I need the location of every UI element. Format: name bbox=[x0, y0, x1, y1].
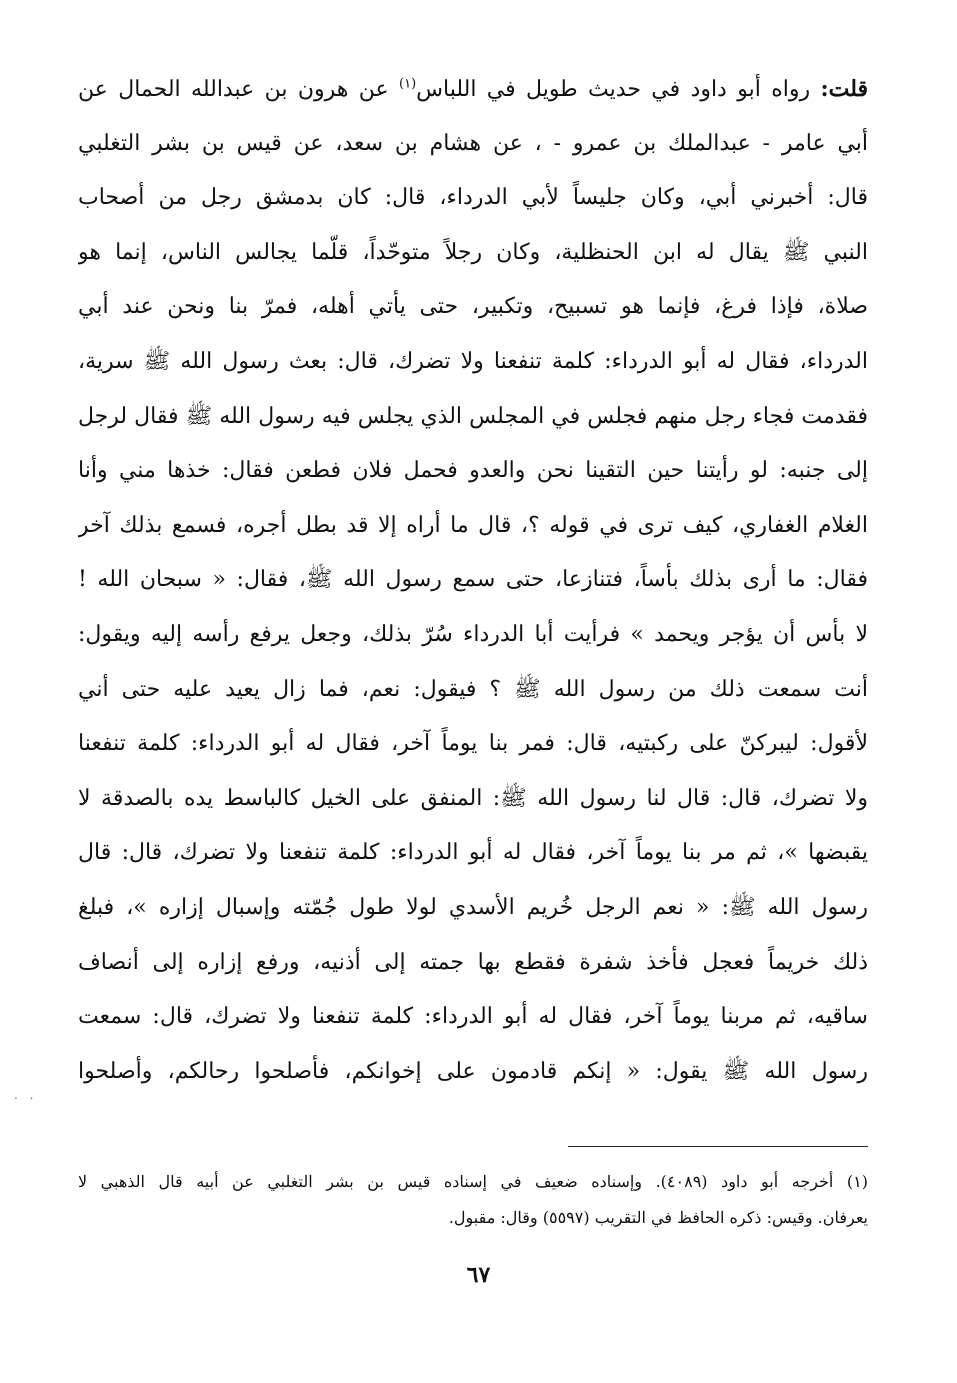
text-line: رسول الله ﷺ: « نعم الرجل خُريم الأسدي لولا طول جُمّته وإسبال إزاره »، فبلغ bbox=[78, 894, 868, 920]
text-line: فقدمت فجاء رجل منهم فجلس في المجلس الذي يجلس فيه رسول الله ﷺ فقال لرجل bbox=[78, 403, 868, 429]
first-line-tail: عن هرون بن عبدالله الحمال عن bbox=[78, 77, 389, 102]
footnote-line: (١) أخرجه أبو داود (٤٠٨٩). وإسناده ضعيف في إسناده قيس بن بشر التغلبي عن أبيه قال الذهبي لا bbox=[78, 1172, 868, 1191]
footnote-line: يعرفان. وقيس: ذكره الحافظ في التقريب (٥٥٩٧) وقال: مقبول. bbox=[448, 1208, 868, 1227]
main-text bbox=[78, 62, 868, 1099]
text-line: لا بأس أن يؤجر ويحمد » فرأيت أبا الدرداء سُرّ بذلك، وجعل يرفع رأسه إليه ويقول: bbox=[78, 621, 868, 647]
page-number: ٦٧ bbox=[466, 1262, 491, 1288]
stray-marks: . . bbox=[14, 1088, 38, 1102]
text-line-1 bbox=[78, 62, 868, 117]
first-line-text: رواه أبو داود في حديث طويل في اللباس bbox=[416, 77, 811, 102]
text-line: ساقيه، ثم مربنا يوماً آخر، فقال له أبو الدرداء: كلمة تنفعنا ولا تضرك، قال: سمعت bbox=[78, 1004, 868, 1030]
lead-word: قلت: bbox=[820, 76, 868, 102]
text-line: أنت سمعت ذلك من رسول الله ﷺ ؟ فيقول: نعم، فما زال يعيد عليه حتى أني bbox=[78, 676, 868, 702]
text-line: الغلام الغفاري، كيف ترى في قوله ؟، قال ما أراه إلا قد بطل أجره، فسمع بذلك آخر bbox=[78, 512, 868, 538]
footnote-reference: (١) bbox=[399, 76, 417, 92]
text-line: أبي عامر - عبدالملك بن عمرو - ، عن هشام بن سعد، عن قيس بن بشر التغلبي bbox=[78, 130, 868, 156]
text-line: لأقول: ليبركنّ على ركبتيه، قال: فمر بنا يوماً آخر، فقال له أبو الدرداء: كلمة تنفعنا bbox=[78, 731, 868, 757]
text-line: ولا تضرك، قال: قال لنا رسول الله ﷺ: المنفق على الخيل كالباسط يده بالصدقة لا bbox=[78, 785, 868, 811]
text-line: يقبضها »، ثم مر بنا يوماً آخر، فقال له أبو الدرداء: كلمة تنفعنا ولا تضرك، قال: قال bbox=[78, 840, 868, 866]
text-line: قال: أخبرني أبي، وكان جليساً لأبي الدرداء، قال: كان بدمشق رجل من أصحاب bbox=[78, 185, 868, 211]
text-line: ذلك خريماً فعجل فأخذ شفرة فقطع بها جمته إلى أذنيه، ورفع إزاره إلى أنصاف bbox=[78, 949, 868, 975]
footnotes bbox=[78, 1164, 868, 1236]
text-line: إلى جنبه: لو رأيتنا حين التقينا نحن والعدو فحمل فلان فطعن فقال: خذها مني وأنا bbox=[78, 458, 868, 484]
text-line: فقال: ما أرى بذلك بأساً، فتنازعا، حتى سمع رسول الله ﷺ، فقال: « سبحان الله ! bbox=[78, 567, 868, 593]
text-line: صلاة، فإذا فرغ، فإنما هو تسبيح، وتكبير، حتى يأتي أهله، فمرّ بنا ونحن عند أبي bbox=[78, 294, 868, 320]
text-line: رسول الله ﷺ يقول: « إنكم قادمون على إخوانكم، فأصلحوا رحالكم، وأصلحوا bbox=[78, 1058, 868, 1084]
footnote-divider bbox=[568, 1146, 868, 1147]
text-line: الدرداء، فقال له أبو الدرداء: كلمة تنفعنا ولا تضرك، قال: بعث رسول الله ﷺ سرية، bbox=[78, 348, 868, 374]
text-line: النبي ﷺ يقال له ابن الحنظلية، وكان رجلاً متوحّداً، قلّما يجالس الناس، إنما هو bbox=[78, 239, 868, 265]
